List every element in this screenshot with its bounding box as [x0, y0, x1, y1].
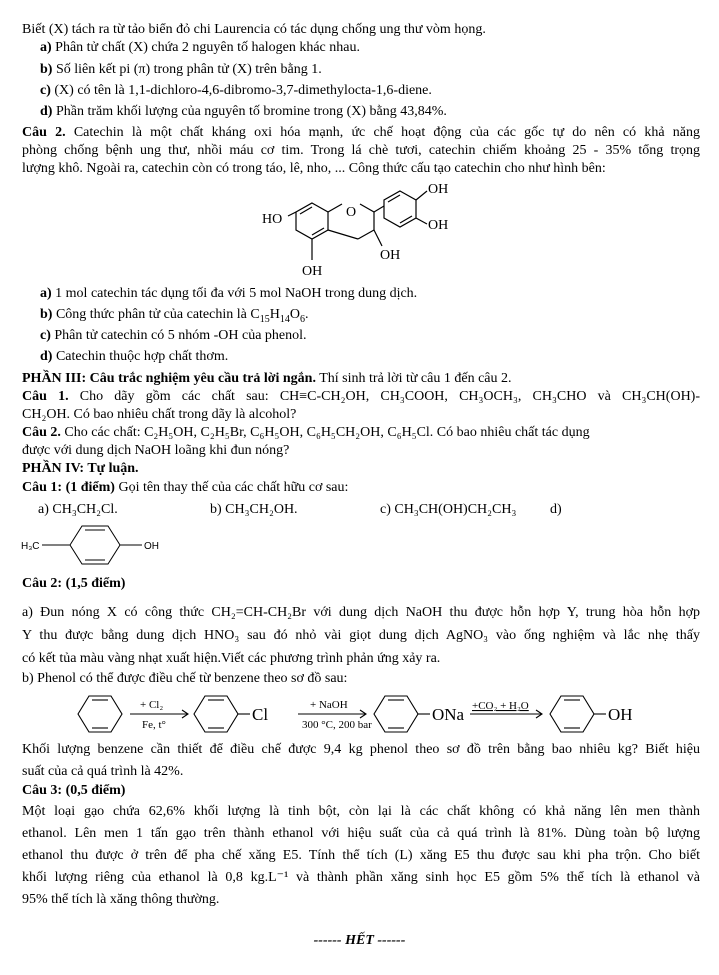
q2-item-b [40, 306, 308, 329]
q2-item-c [40, 327, 307, 345]
arrow2-condition: 300 °C, 200 bar [302, 719, 372, 731]
item-text: 1 mol catechin tác dụng tối đa với 5 mol NaOH trong dung dịch. [55, 286, 418, 301]
o-ring-label: O [346, 205, 357, 220]
item-label: b) [40, 62, 53, 77]
part3-c1-line-2: CH₂OH. Có bao nhiêu chất trong dãy là alcohol? [22, 407, 297, 422]
option-label: d) [550, 502, 562, 517]
question-label: Câu 2. [22, 125, 66, 140]
question-points: (1 điểm) [65, 480, 115, 495]
arrow3-reagent: +CO₂ + H₂O [472, 700, 529, 712]
q2-item-a [40, 285, 417, 303]
part3-c2-line-1 [22, 424, 590, 442]
part3-instruction: Thí sinh trả lời từ câu 1 đến câu 2. [315, 371, 512, 386]
part4-c3-line-3: ethanol thu được ở trên để pha chế xăng E5. Tính thể tích (L) xăng E5 thu được sau khi pha trộn. Cho biết [22, 848, 700, 863]
part4-c1-option-b [210, 501, 298, 519]
part4-c1-option-d [550, 501, 562, 519]
item-label: d) [40, 349, 53, 364]
question-label: Câu 1: [22, 480, 63, 495]
item-text: Phần trăm khối lượng của nguyên tố bromine trong (X) bằng 43,84%. [55, 104, 447, 119]
part4-c2-heading [22, 575, 125, 593]
option-text: CH₃CH₂OH. [225, 502, 298, 517]
q2-line-3: lượng khô. Ngoài ra, catechin còn có trong táo, lê, nho, ... Công thức cấu tạo catechin cho như hình bên: [22, 161, 606, 176]
item-text [55, 307, 309, 325]
item-label: b) [40, 307, 53, 322]
subscript: 15 [259, 313, 270, 325]
option-text: CH₃CH(OH)CH₂CH₃ [394, 502, 517, 517]
q2-item-d [40, 348, 228, 366]
part4-heading: PHẦN IV: Tự luận. [22, 461, 139, 476]
option-label: c) [380, 502, 391, 517]
ona-label: ONa [432, 705, 465, 724]
option-text: CH₃CH₂Cl. [52, 502, 118, 517]
q2-line-1 [22, 124, 700, 142]
item-label: c) [40, 328, 51, 343]
formula-part: . [304, 307, 309, 322]
item-text: Phân tử catechin có 5 nhóm -OH của phenol. [54, 328, 307, 343]
part4-c1-line [22, 479, 348, 497]
question-label: Câu 1. [22, 389, 69, 404]
question-text: Gọi tên thay thế của các chất hữu cơ sau: [118, 480, 349, 495]
formula-part: H [269, 307, 280, 322]
part4-c1-option-c [380, 501, 516, 519]
part4-c2b-line-2: Khối lượng benzene cần thiết để điều chế được 9,4 kg phenol theo sơ đồ trên bằng bao nhiêu kg? Biết hiệu [22, 742, 700, 757]
cl-label: Cl [252, 705, 269, 724]
ho-label: HO [262, 212, 283, 227]
reaction-scheme [70, 688, 690, 740]
part4-c2a-line-1: a) Đun nóng X có công thức CH₂=CH-CH₂Br với dung dịch NaOH thu được hỗn hợp Y, trung hòa hỗn hợp [22, 605, 700, 620]
formula-part: Công thức phân tử của catechin là C [55, 307, 260, 322]
oh-top-label: OH [428, 182, 449, 197]
intro-text: Biết (X) tách ra từ tảo biển đỏ chi Laurencia có tác dụng chống ung thư vòm họng. [22, 22, 486, 37]
question-label: Câu 2. [22, 425, 61, 440]
oh-right-label: OH [428, 218, 449, 233]
part4-c3-heading [22, 782, 125, 800]
part4-c3-line-4: khối lượng riêng của ethanol là 0,8 kg.L⁻¹ và thành phần xăng sinh học E5 gồm 5% thể tích là ethanol và [22, 870, 700, 885]
cresol-structure [20, 520, 170, 570]
oh-label: OH [144, 541, 159, 552]
q2-line-2: phòng chống bệnh ung thư, nhồi máu cơ tim. Trong lá chè tươi, catechin chiếm khoảng 25 - 35% tổng trọng [22, 143, 700, 158]
item-text: Số liên kết pi (π) trong phân tử (X) trên bằng 1. [55, 62, 322, 77]
option-label: b) [210, 502, 222, 517]
h3c-label: H₃C [21, 541, 40, 552]
item-text: (X) có tên là 1,1-dichloro-4,6-dibromo-3,7-dimethylocta-1,6-diene. [54, 83, 432, 98]
item-label: c) [40, 83, 51, 98]
arrow1-condition: Fe, t° [142, 719, 166, 731]
arrow2-reagent: + NaOH [310, 699, 348, 711]
question-text: Catechin là một chất kháng oxi hóa mạnh, ức chế hoạt động của các gốc tự do nên có khả năng [73, 125, 700, 140]
q1-item-a [40, 39, 360, 57]
part4-c2a-line-3: có kết tủa màu vàng nhạt xuất hiện.Viết các phương trình phản ứng xảy ra. [22, 651, 441, 666]
q1-item-c [40, 82, 432, 100]
part4-c3-line-2: ethanol. Lên men 1 tấn gạo trên thành ethanol với hiệu suất của cả quá trình là 81%. Dùng toàn bộ lượng [22, 826, 700, 841]
subscript: 6 [299, 313, 305, 325]
part4-c2b-line-3: suất của cả quá trình là 42%. [22, 764, 184, 779]
option-label: a) [38, 502, 49, 517]
part3-heading [22, 370, 512, 388]
q1-item-b [40, 61, 322, 79]
end-marker: ------ HẾT ------ [313, 933, 406, 948]
part4-c2a-line-2: Y thu được bằng dung dịch HNO₃ sau đó nhỏ vài giọt dung dịch AgNO₃ vào ống nghiệm và lắc nhẹ thấy [22, 628, 700, 643]
question-label: Câu 2: [22, 576, 63, 591]
oh-bottom-label: OH [302, 264, 323, 279]
question-points: (0,5 điểm) [65, 783, 126, 798]
item-label: a) [40, 286, 52, 301]
question-text: Cho các chất: C₂H₅OH, C₂H₅Br, C₆H₅OH, C₆H₅CH₂OH, C₆H₅Cl. Có bao nhiêu chất tác dụng [64, 425, 590, 440]
item-text: Catechin thuộc hợp chất thơm. [55, 349, 229, 364]
item-text: Phân tử chất (X) chứa 2 nguyên tố halogen khác nhau. [55, 40, 360, 55]
part4-c3-line-1: Một loại gạo chứa 62,6% khối lượng là tinh bột, còn lại là các chất không có khả năng lên men thành [22, 804, 700, 819]
item-label: d) [40, 104, 53, 119]
part3-c2-line-2: được với dung dịch NaOH loãng khi đun nóng? [22, 443, 290, 458]
q1-item-d [40, 103, 447, 121]
item-label: a) [40, 40, 52, 55]
oh-mid-label: OH [380, 248, 401, 263]
formula-part: O [289, 307, 300, 322]
subscript: 14 [279, 313, 290, 325]
part3-title: PHẦN III: Câu trắc nghiệm yêu cầu trả lời ngắn. [22, 371, 316, 386]
catechin-structure [262, 176, 492, 281]
part4-c3-line-5: 95% thể tích là xăng thông thường. [22, 892, 220, 907]
part4-c1-option-a [38, 501, 118, 519]
part3-c1-line-1 [22, 388, 700, 406]
part4-c2b-line-1: b) Phenol có thể được điều chế từ benzene theo sơ đồ sau: [22, 671, 348, 686]
arrow1-reagent: + Cl₂ [140, 699, 164, 711]
question-text: Cho dãy gồm các chất sau: CH≡C-CH₂OH, CH₃COOH, CH₃OCH₃, CH₃CHO và CH₃CH(OH)- [79, 389, 701, 404]
question-label: Câu 3: [22, 783, 63, 798]
question-points: (1,5 điểm) [65, 576, 126, 591]
oh-product-label: OH [608, 705, 633, 724]
